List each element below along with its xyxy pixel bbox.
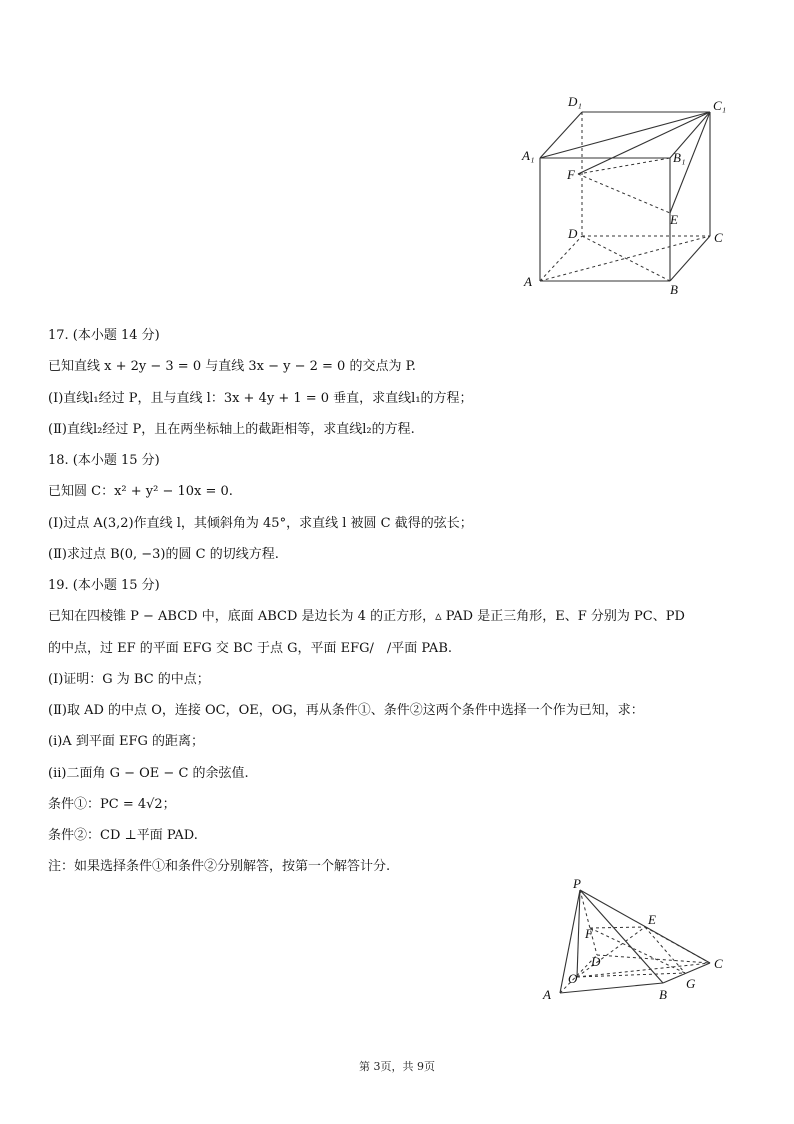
- label-c: C: [714, 230, 723, 245]
- q18-header: 18. (本小题 15 分): [48, 453, 160, 468]
- label-g: G: [686, 976, 696, 991]
- q18-part2: (Ⅱ)求过点 B(0, −3)的圆 C 的切线方程.: [48, 547, 279, 562]
- pyramid-figure: [535, 875, 735, 1010]
- label-f: F: [567, 167, 575, 182]
- q19-sub-i: (i)A 到平面 EFG 的距离；: [48, 734, 204, 749]
- label-d1: D₁: [568, 94, 582, 109]
- edge-a1-d1: [540, 112, 582, 158]
- q19-stem-line1: 已知在四棱锥 P − ABCD 中，底面 ABCD 是边长为 4 的正方形，▵ PAD 是正三角形，E、F 分别为 PC、PD: [48, 609, 685, 624]
- seg-f-b1: [578, 158, 670, 174]
- label-b: B: [670, 282, 678, 297]
- edge-a-d: [540, 236, 582, 281]
- edge-p-c: [580, 890, 710, 963]
- label-c: C: [714, 956, 723, 971]
- seg-f-c1: [578, 112, 710, 174]
- q18-stem: 已知圆 C：x² + y² − 10x = 0.: [48, 484, 233, 499]
- q19-condition1: 条件①：PC = 4√2；: [48, 797, 176, 812]
- label-c1: C₁: [713, 98, 727, 113]
- seg-f-g: [590, 928, 685, 973]
- label-a: A: [543, 987, 551, 1002]
- q19-part2: (Ⅱ)取 AD 的中点 O，连接 OC，OE，OG，再从条件①、条件②这两个条件中选择一个作为已知，求：: [48, 703, 644, 718]
- label-e: E: [670, 212, 678, 227]
- label-p: P: [573, 876, 581, 891]
- label-e: E: [648, 912, 656, 927]
- q17-part2: (Ⅱ)直线l₂经过 P，且在两坐标轴上的截距相等，求直线l₂的方程.: [48, 422, 415, 437]
- q17-header: 17. (本小题 14 分): [48, 328, 160, 343]
- cube-figure: [510, 88, 750, 313]
- q19-stem-line2: 的中点，过 EF 的平面 EFG 交 BC 于点 G，平面 EFG/ /平面 PAB.: [48, 641, 453, 656]
- label-f: F: [585, 926, 593, 941]
- label-d: D: [591, 954, 601, 969]
- q19-note: 注：如果选择条件①和条件②分别解答，按第一个解答计分.: [48, 859, 391, 874]
- label-b1: B₁: [673, 150, 686, 165]
- edge-b-c: [670, 236, 710, 281]
- label-o: O: [568, 971, 578, 986]
- q19-header: 19. (本小题 15 分): [48, 578, 160, 593]
- diag-d-b: [582, 236, 670, 281]
- label-a: A: [524, 274, 532, 289]
- seg-f-e: [590, 927, 645, 928]
- q19-sub-ii: (ii)二面角 G − OE − C 的余弦值.: [48, 766, 249, 781]
- label-b: B: [659, 987, 667, 1002]
- page-footer: 第 3页，共 9页: [359, 1060, 435, 1073]
- q19-part1: (Ⅰ)证明：G 为 BC 的中点；: [48, 672, 210, 687]
- label-a1: A₁: [522, 148, 535, 163]
- q17-stem: 已知直线 x + 2y − 3 = 0 与直线 3x − y − 2 = 0 的交点为 P.: [48, 359, 416, 374]
- q17-part1: (Ⅰ)直线l₁经过 P，且与直线 l：3x + 4y + 1 = 0 垂直，求直线l₁的方程；: [48, 391, 473, 406]
- seg-o-g: [577, 973, 685, 977]
- seg-f-e: [578, 174, 670, 213]
- q18-part1: (Ⅰ)过点 A(3,2)作直线 l，其倾斜角为 45°，求直线 l 被圆 C 截得的弦长；: [48, 516, 473, 531]
- label-d: D: [568, 226, 578, 241]
- q19-condition2: 条件②：CD ⊥平面 PAD.: [48, 828, 198, 843]
- edge-d-c: [597, 955, 710, 963]
